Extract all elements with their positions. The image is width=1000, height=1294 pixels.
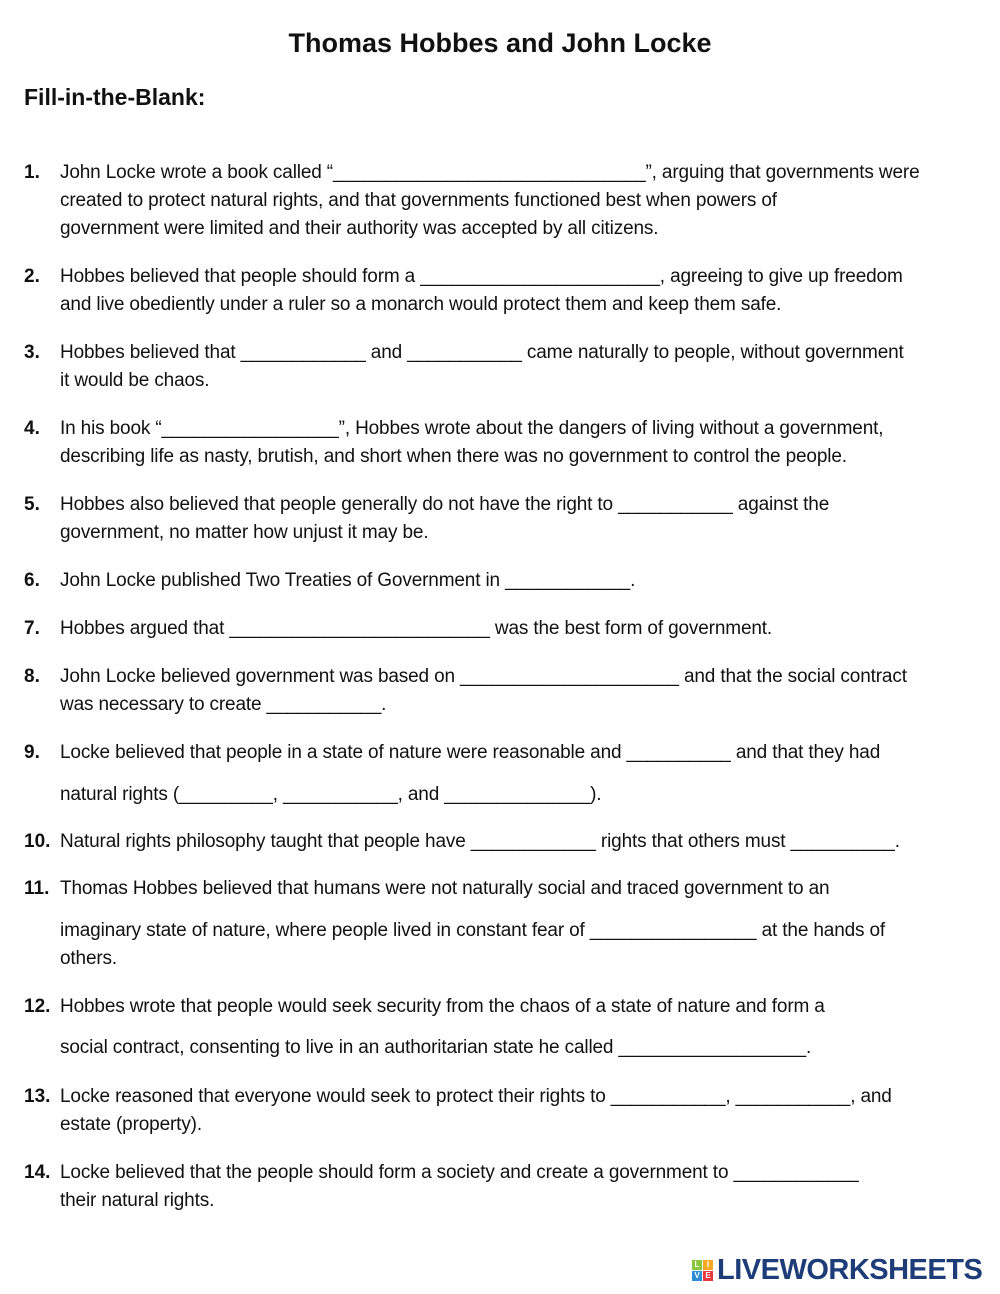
question-text-line: natural rights (_________, ___________, and ______________). (60, 784, 602, 805)
question-number: 11. (24, 878, 50, 899)
question-text-line: estate (property). (60, 1114, 202, 1135)
question-text-line: Hobbes argued that _________________________ was the best form of government. (60, 618, 773, 639)
question-text-line: describing life as nasty, brutish, and short when there was no government to control the people. (60, 446, 847, 467)
question-text-line: Hobbes also believed that people generally do not have the right to ___________ against the (60, 494, 830, 515)
question-number: 6. (24, 570, 40, 591)
question-number: 8. (24, 666, 40, 687)
question-number: 1. (24, 162, 40, 183)
question-text-line: Locke reasoned that everyone would seek to protect their rights to ___________, ___________, and (60, 1086, 892, 1107)
question-text-line: and live obediently under a ruler so a monarch would protect them and keep them safe. (60, 294, 782, 315)
question-text-line: it would be chaos. (60, 370, 210, 391)
question-text-line: Hobbes wrote that people would seek security from the chaos of a state of nature and form a (60, 996, 825, 1017)
question-text-line: others. (60, 948, 118, 969)
question-text-line: Thomas Hobbes believed that humans were not naturally social and traced government to an (60, 878, 830, 899)
question-number: 10. (24, 831, 51, 852)
logo-tile: E (703, 1271, 713, 1281)
question-text-line: created to protect natural rights, and that governments functioned best when powers of (60, 190, 777, 211)
question-text-line: was necessary to create ___________. (60, 694, 387, 715)
question-number: 13. (24, 1086, 51, 1107)
question-text-line: government were limited and their authority was accepted by all citizens. (60, 218, 659, 239)
question-text-line: Locke believed that the people should form a society and create a government to ____________ (60, 1162, 859, 1183)
question-text-line: their natural rights. (60, 1190, 215, 1211)
question-text-line: social contract, consenting to live in an authoritarian state he called __________________. (60, 1037, 812, 1058)
question-number: 2. (24, 266, 40, 287)
logo-tile: L (692, 1260, 702, 1270)
logo-tiles-icon (692, 1260, 713, 1281)
question-text-line: Locke believed that people in a state of nature were reasonable and __________ and that they had (60, 742, 881, 763)
question-number: 9. (24, 742, 40, 763)
question-text-line: John Locke published Two Treaties of Government in ____________. (60, 570, 636, 591)
page-title: Thomas Hobbes and John Locke (288, 28, 712, 58)
question-text-line: In his book “_________________”, Hobbes wrote about the dangers of living without a government, (60, 418, 884, 439)
logo-text: LIVEWORKSHEETS (717, 1254, 983, 1286)
question-text-line: Natural rights philosophy taught that people have ____________ rights that others must __________. (60, 831, 900, 852)
question-text-line: imaginary state of nature, where people lived in constant fear of ________________ at the hands of (60, 920, 886, 941)
section-heading: Fill-in-the-Blank: (24, 84, 206, 110)
question-text-line: government, no matter how unjust it may be. (60, 522, 429, 543)
logo-tile: I (703, 1260, 713, 1270)
question-number: 4. (24, 418, 40, 439)
question-number: 14. (24, 1162, 51, 1183)
question-number: 3. (24, 342, 40, 363)
question-text-line: John Locke wrote a book called “______________________________”, arguing that governments were (60, 162, 920, 183)
question-text-line: John Locke believed government was based on _____________________ and that the social contract (60, 666, 907, 687)
question-number: 7. (24, 618, 40, 639)
question-text-line: Hobbes believed that ____________ and ___________ came naturally to people, without government (60, 342, 904, 363)
liveworksheets-logo (692, 1254, 982, 1287)
question-number: 12. (24, 996, 51, 1017)
question-number: 5. (24, 494, 40, 515)
question-text-line: Hobbes believed that people should form a _______________________, agreeing to give up freedom (60, 266, 903, 287)
logo-tile: V (692, 1271, 702, 1281)
